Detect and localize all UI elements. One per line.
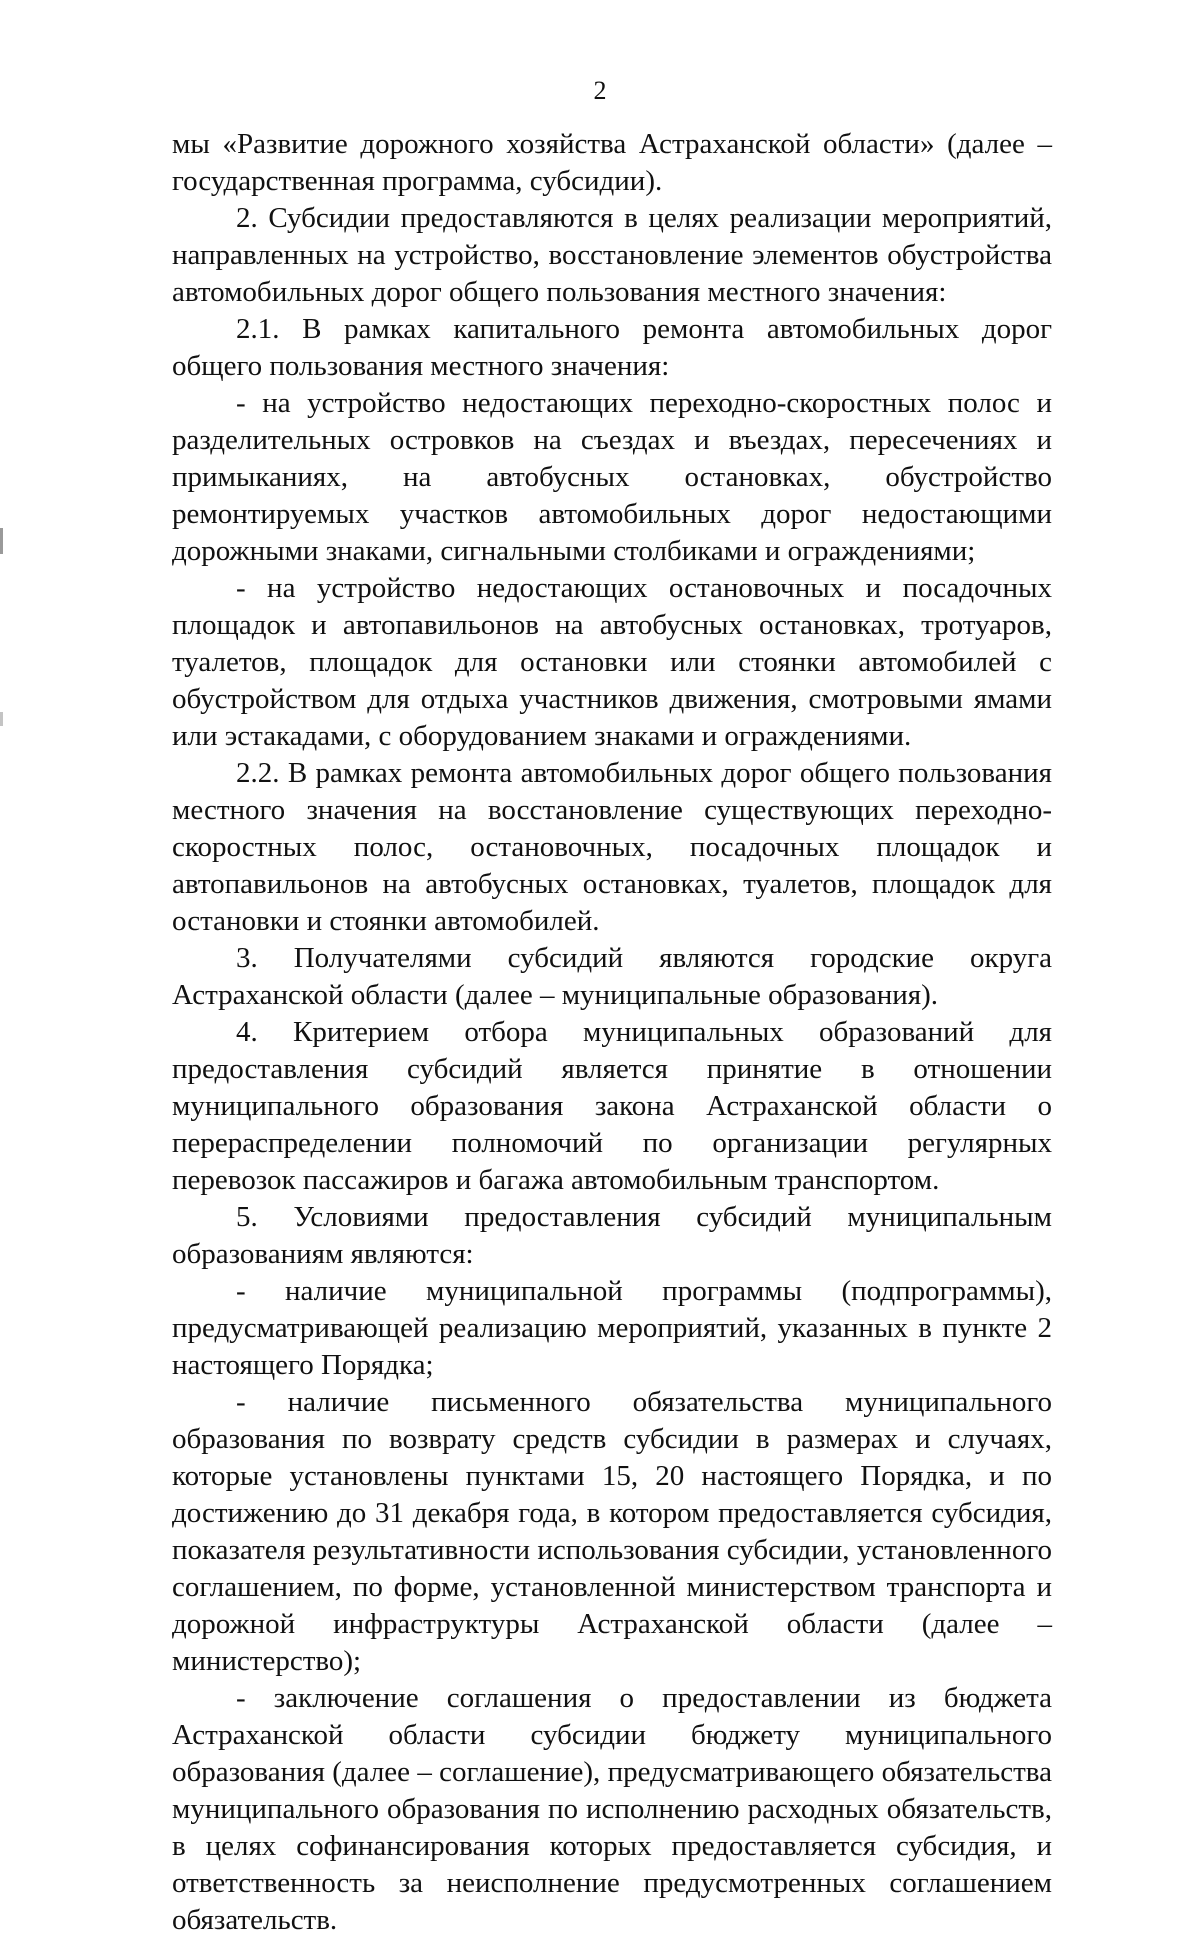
paragraph-item-5: 5. Условиями предоставления субсидий муниципальным образованиям являются: bbox=[172, 1201, 1052, 1270]
margin-scan-mark bbox=[0, 712, 3, 726]
margin-scan-mark bbox=[0, 528, 3, 554]
paragraph-list-item: - наличие письменного обязательства муниципального образования по возврату средств субсидии в размерах и случаях, которые установлены пунктами 15, 20 настоящего Порядка, и по достижению до 31 декабря года, в котором предоставляется субсидия, показателя результативности использования субсидии, установленного соглашением, по форме, установленной министерством транспорта и дорожной инфраструктуры Астраханской области (далее – министерство); bbox=[172, 1386, 1052, 1677]
paragraph-item-2: 2. Субсидии предоставляются в целях реализации мероприятий, направленных на устройство, восстановление элементов обустройства автомобильных дорог общего пользования местного значения: bbox=[172, 202, 1052, 308]
paragraph-item-2-2: 2.2. В рамках ремонта автомобильных дорог общего пользования местного значения на восстановление существующих переходно-скоростных полос, остановочных, посадочных площадок и автопавильонов на автобусных остановках, туалетов, площадок для остановки и стоянки автомобилей. bbox=[172, 757, 1052, 937]
paragraph-list-item: - заключение соглашения о предоставлении из бюджета Астраханской области субсидии бюджету муниципального образования (далее – соглашение), предусматривающего обязательства муниципального образования по исполнению расходных обязательств, в целях софинансирования которых предоставляется субсидия, и ответственность за неисполнение предусмотренных соглашением обязательств. bbox=[172, 1682, 1052, 1936]
document-body bbox=[172, 126, 1052, 1939]
paragraph-item-4: 4. Критерием отбора муниципальных образований для предоставления субсидий является принятие в отношении муниципального образования закона Астраханской области о перераспределении полномочий по организации регулярных перевозок пассажиров и багажа автомобильным транспортом. bbox=[172, 1016, 1052, 1196]
paragraph-list-item: - на устройство недостающих остановочных и посадочных площадок и автопавильонов на автобусных остановках, тротуаров, туалетов, площадок для остановки или стоянки автомобилей с обустройством для отдыха участников движения, смотровыми ямами или эстакадами, с оборудованием знаками и ограждениями. bbox=[172, 572, 1052, 752]
paragraph-item-3: 3. Получателями субсидий являются городские округа Астраханской области (далее – муниципальные образования). bbox=[172, 942, 1052, 1011]
paragraph-list-item: - на устройство недостающих переходно-скоростных полос и разделительных островков на съездах и въездах, пересечениях и примыканиях, на автобусных остановках, обустройство ремонтируемых участков автомобильных дорог недостающими дорожными знаками, сигнальными столбиками и ограждениями; bbox=[172, 387, 1052, 567]
paragraph-continuation: мы «Развитие дорожного хозяйства Астраханской области» (далее – государственная программа, субсидии). bbox=[172, 128, 1052, 197]
page-number: 2 bbox=[593, 76, 607, 105]
paragraph-list-item: - наличие муниципальной программы (подпрограммы), предусматривающей реализацию мероприятий, указанных в пункте 2 настоящего Порядка; bbox=[172, 1275, 1052, 1381]
paragraph-item-2-1: 2.1. В рамках капитального ремонта автомобильных дорог общего пользования местного значения: bbox=[172, 313, 1052, 382]
